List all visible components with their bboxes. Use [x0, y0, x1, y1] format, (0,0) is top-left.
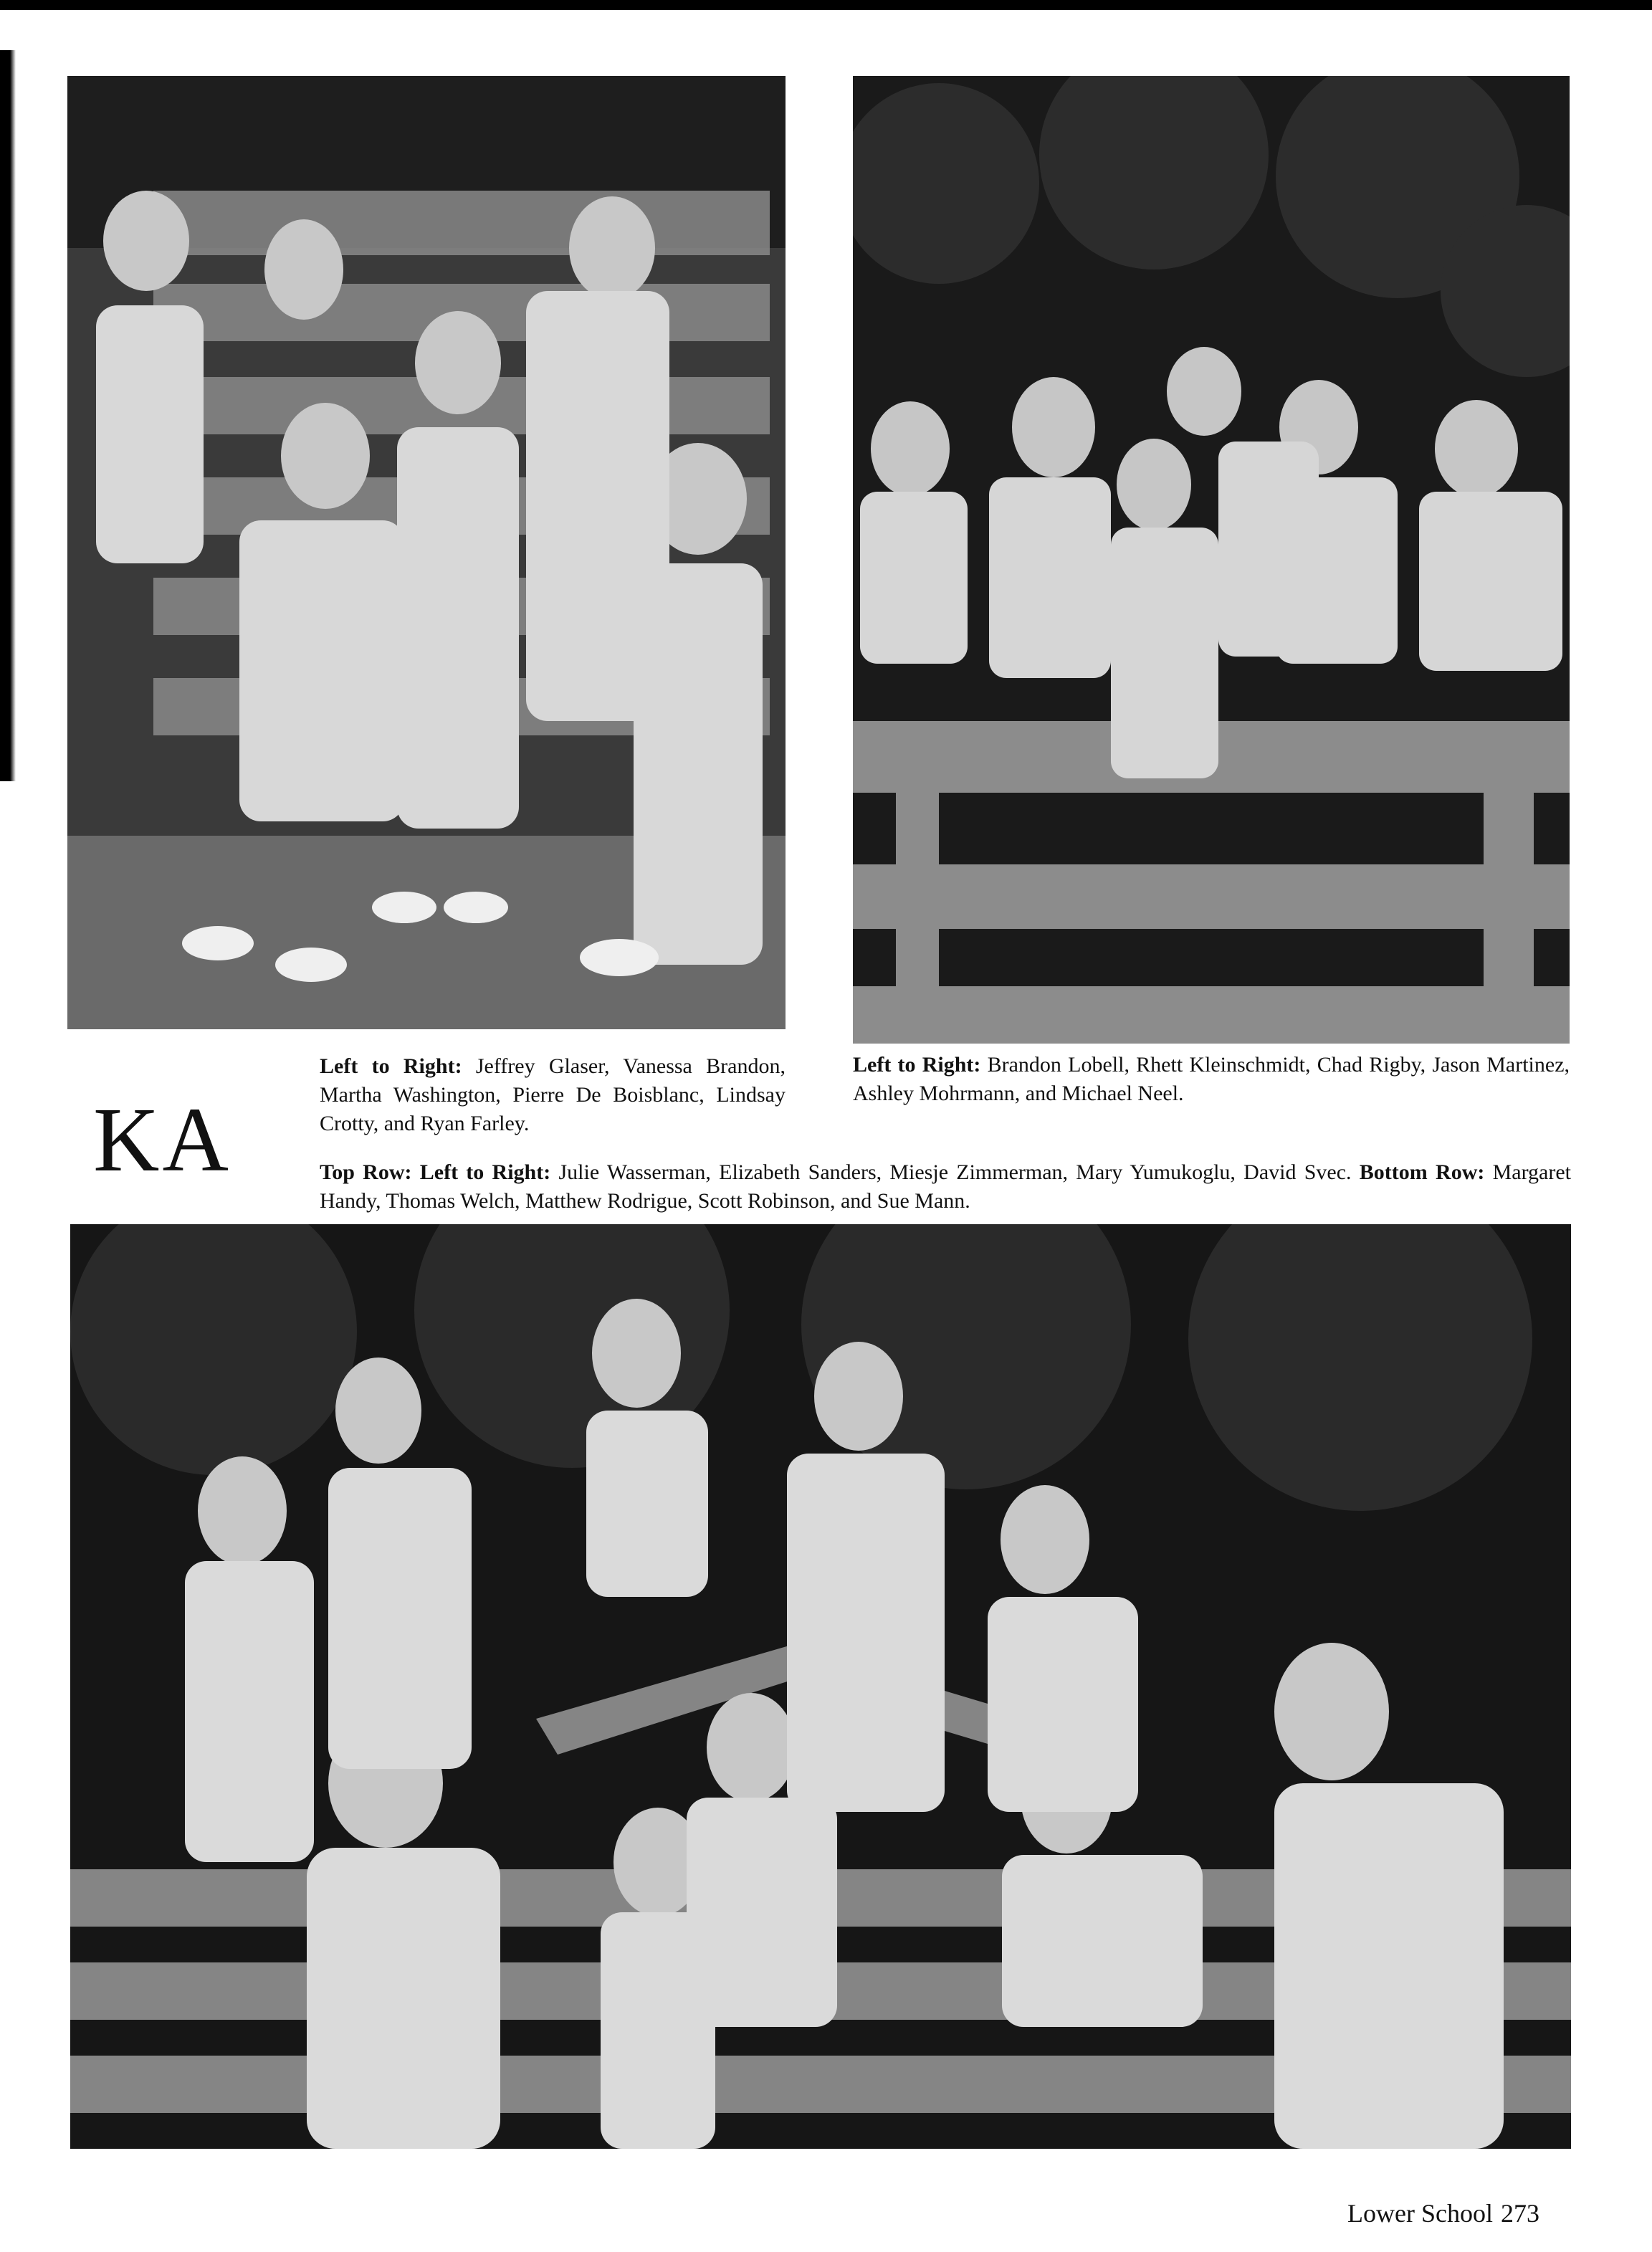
caption-bottom-names: Margaret Handy, Thomas Welch, Matthew Rodrigue, Scott Robinson, and Sue Mann.	[320, 1160, 1572, 1213]
top-rule	[0, 0, 1652, 10]
caption-lead: Left to Right:	[320, 1054, 462, 1078]
footer-section-label: Lower School	[1347, 2199, 1493, 2228]
class-photo-3	[70, 1224, 1571, 2149]
photo-1-caption	[320, 1052, 786, 1138]
caption-bottom-lead: Bottom Row:	[1359, 1160, 1485, 1184]
caption-names: Jeffrey Glaser, Vanessa Brandon, Martha Washington, Pierre De Boisblanc, Lindsay Crotty, and Ryan Farley.	[320, 1054, 786, 1135]
class-photo-1	[67, 76, 786, 1029]
caption-lead: Left to Right:	[853, 1053, 981, 1077]
photo-3-caption	[320, 1158, 1571, 1216]
section-title: KA	[93, 1089, 231, 1191]
page-number: 273	[1501, 2199, 1539, 2228]
caption-top-lead: Top Row: Left to Right:	[320, 1160, 551, 1184]
class-photo-2	[853, 76, 1570, 1044]
caption-top-names: Julie Wasserman, Elizabeth Sanders, Miesje Zimmerman, Mary Yumukoglu, David Svec.	[558, 1160, 1352, 1184]
caption-names: Brandon Lobell, Rhett Kleinschmidt, Chad Rigby, Jason Martinez, Ashley Mohrmann, and Michael Neel.	[853, 1053, 1570, 1105]
scan-edge-shadow	[0, 50, 16, 781]
photo-2-caption	[853, 1051, 1570, 1108]
